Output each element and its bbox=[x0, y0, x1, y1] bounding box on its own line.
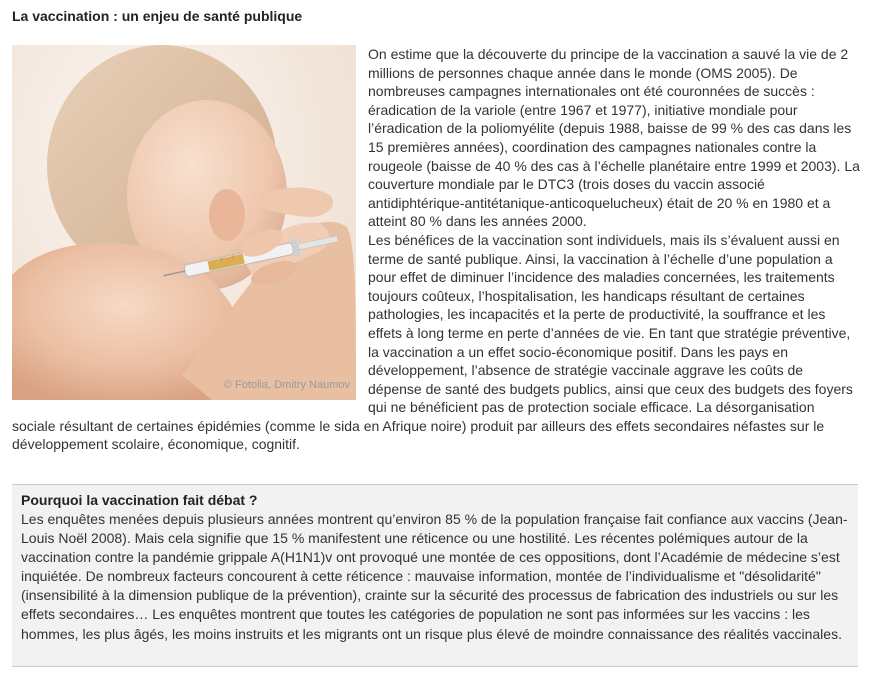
photo-credit: © Fotolia, Dmitry Naumov bbox=[223, 379, 350, 392]
vaccination-illustration-icon bbox=[12, 45, 356, 400]
baby-vaccination-photo bbox=[12, 45, 356, 400]
debate-text: Les enquêtes menées depuis plusieurs années montrent qu’environ 85 % de la population française fait confiance aux vaccins (Jean-Louis Noël 2008). Mais cela signifie que 15 % manifestent une réticence ou une hostilité. Les récentes polémiques autour de la vaccination contre la pandémie grippale A(H1N1)v ont provoqué une montée de ces oppositions, dont l’Académie de médecine s’est inquiétée. De nombreux facteurs concourent à cette réticence : mauvaise information, montée de l’individualisme et "désolidarité" (insensibilité à la dimension publique de la prévention), crainte sur la sécurité des processus de fabrication des industriels ou sur les effets secondaires… Les enquêtes montrent que toutes les catégories de population ne sont pas informées sur les vaccins : les hommes, les plus âgés, les moins instruits et les migrants ont un risque plus élevé de moindre connaissance des réalités vaccinales. bbox=[21, 511, 848, 642]
debate-box bbox=[12, 484, 858, 667]
article-body bbox=[12, 45, 860, 454]
page-title: La vaccination : un enjeu de santé publique bbox=[12, 8, 303, 24]
article-paragraph-1: On estime que la découverte du principe de la vaccination a sauvé la vie de 2 millions de personnes chaque année dans le monde (OMS 2005). De nombreuses campagnes internationales ont été couronnées de succès : éradication de la variole (entre 1967 et 1977), initiative mondiale pour l’éradication de la poliomyélite (depuis 1988, baisse de 99 % des cas dans les 15 premières années), coordination des campagnes nationales contre la rougeole (baisse de 40 % des cas à l’échelle planétaire entre 1999 et 2003). La couverture mondiale par le DTC3 (trois doses du vaccin associé antidiphtérique-antitétanique-anticoquelucheux) était de 20 % en 1980 et a atteint 80 % dans les années 2000. bbox=[368, 46, 860, 230]
article-paragraph-2: Les bénéfices de la vaccination sont individuels, mais ils s’évaluent aussi en terme de santé publique. Ainsi, la vaccination à l’échelle d’une population a pour effet de diminuer l’incidence des maladies concernées, les traitements toujours coûteux, l’hospitalisation, les handicaps résultant de certaines pathologies, les incapacités et la perte de productivité, la souffrance et les effets à long terme en perte d’années de vie. En tant que stratégie préventive, la vaccination a un effet socio-économique positif. Dans les pays en développement, l’absence de stratégie vaccinale aggrave les coûts de dépense de santé des budgets publics, ainsi que ceux des budgets des foyers qui ne bénéficient pas de protection sociale efficace. La désorganisation sociale résultant de certaines épidémies (comme le sida en Afrique noire) produit par ailleurs des effets secondaires néfastes sur le développement scolaire, économique, cognitif. bbox=[12, 231, 853, 453]
debate-title: Pourquoi la vaccination fait débat ? bbox=[21, 492, 258, 508]
